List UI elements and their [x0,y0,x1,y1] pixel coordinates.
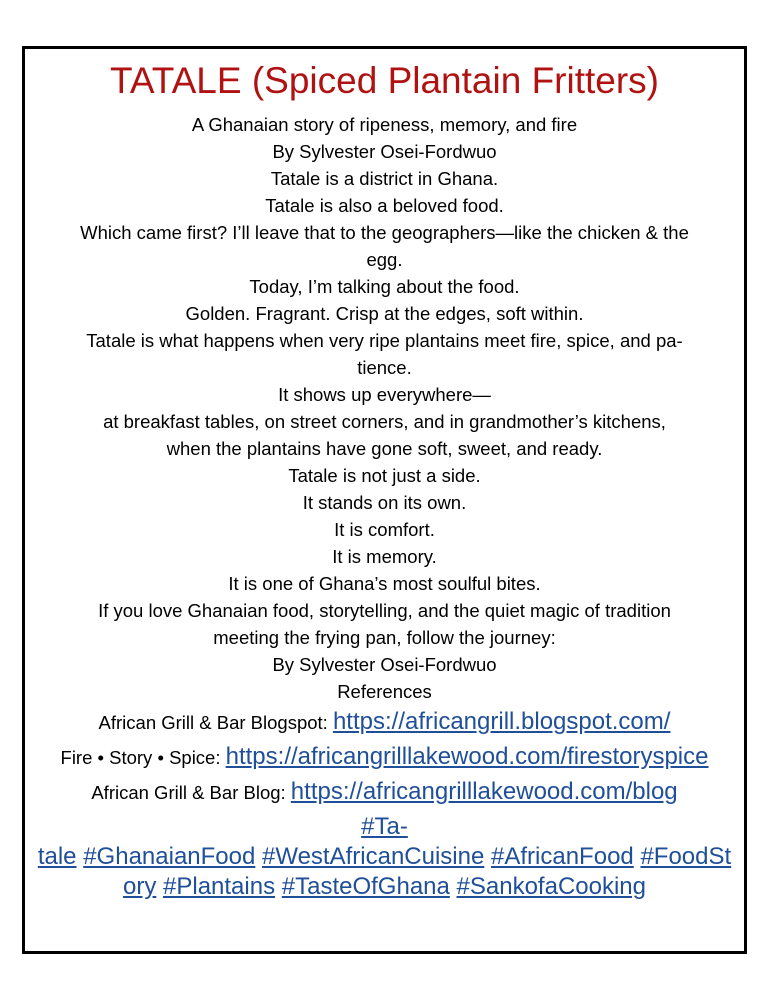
document-content [25,57,744,902]
body-line: It shows up everywhere— [278,384,491,405]
body-line: It is one of Ghana’s most soulful bites. [228,573,541,594]
body-line: Today, I’m talking about the food. [249,276,520,297]
reference-label: African Grill & Bar Blog: [91,782,291,803]
hashtag-line [35,872,734,902]
reference-link[interactable]: https://africangrilllakewood.com/firestoryspice [225,743,709,770]
body-line: Tatale is a district in Ghana. [270,168,499,189]
hashtag-link[interactable]: ory [122,873,157,900]
body-line: Tatale is what happens when very ripe plantains meet fire, spice, and pa- [86,330,683,351]
hashtag-link[interactable]: #AfricanFood [491,843,634,870]
hashtag-link[interactable]: #FoodSt [640,843,732,870]
subtitle-line: A Ghanaian story of ripeness, memory, and fire [191,114,578,135]
body-line: Tatale is also a beloved food. [265,195,504,216]
body-line: tience. [357,357,412,378]
body-line: If you love Ghanaian food, storytelling, and the quiet magic of tradition [98,600,671,621]
body-line: egg. [366,249,403,270]
hashtag-link[interactable]: #GhanaianFood [83,843,256,870]
hashtag-link[interactable]: #Ta- [361,813,408,840]
hashtag-line [35,812,734,842]
body-line: Golden. Fragrant. Crisp at the edges, soft within. [185,303,584,324]
reference-label: African Grill & Bar Blogspot: [98,712,333,733]
reference-item [35,775,734,810]
hashtag-line [35,842,734,872]
reference-item [35,740,734,775]
hashtag-link[interactable]: #TasteOfGhana [281,873,450,900]
author-line: By Sylvester Osei-Fordwuo [272,654,497,675]
reference-item [35,705,734,740]
hashtag-link[interactable]: #WestAfricanCuisine [262,843,485,870]
references-heading: References [337,681,432,702]
reference-link[interactable]: https://africangrilllakewood.com/blog [290,778,678,805]
body-line: It is comfort. [334,519,435,540]
body-line: meeting the frying pan, follow the journey: [213,627,556,648]
reference-label: Fire • Story • Spice: [60,747,226,768]
body-line: It is memory. [332,546,437,567]
body-line: Which came first? I’ll leave that to the geographers—like the chicken & the [80,222,689,243]
body-line: when the plantains have gone soft, sweet, and ready. [166,438,603,459]
hashtag-link[interactable]: tale [37,843,77,870]
hashtag-link[interactable]: #SankofaCooking [456,873,646,900]
body-line: Tatale is not just a side. [288,465,481,486]
hashtag-link[interactable]: #Plantains [163,873,276,900]
document-frame [22,46,747,954]
body-line: at breakfast tables, on street corners, and in grandmother’s kitchens, [103,411,666,432]
body-line: It stands on its own. [302,492,467,513]
author-line: By Sylvester Osei-Fordwuo [272,141,497,162]
document-title: TATALE (Spiced Plantain Fritters) [109,60,659,101]
reference-link[interactable]: https://africangrill.blogspot.com/ [332,708,671,735]
hashtag-block [35,812,734,902]
